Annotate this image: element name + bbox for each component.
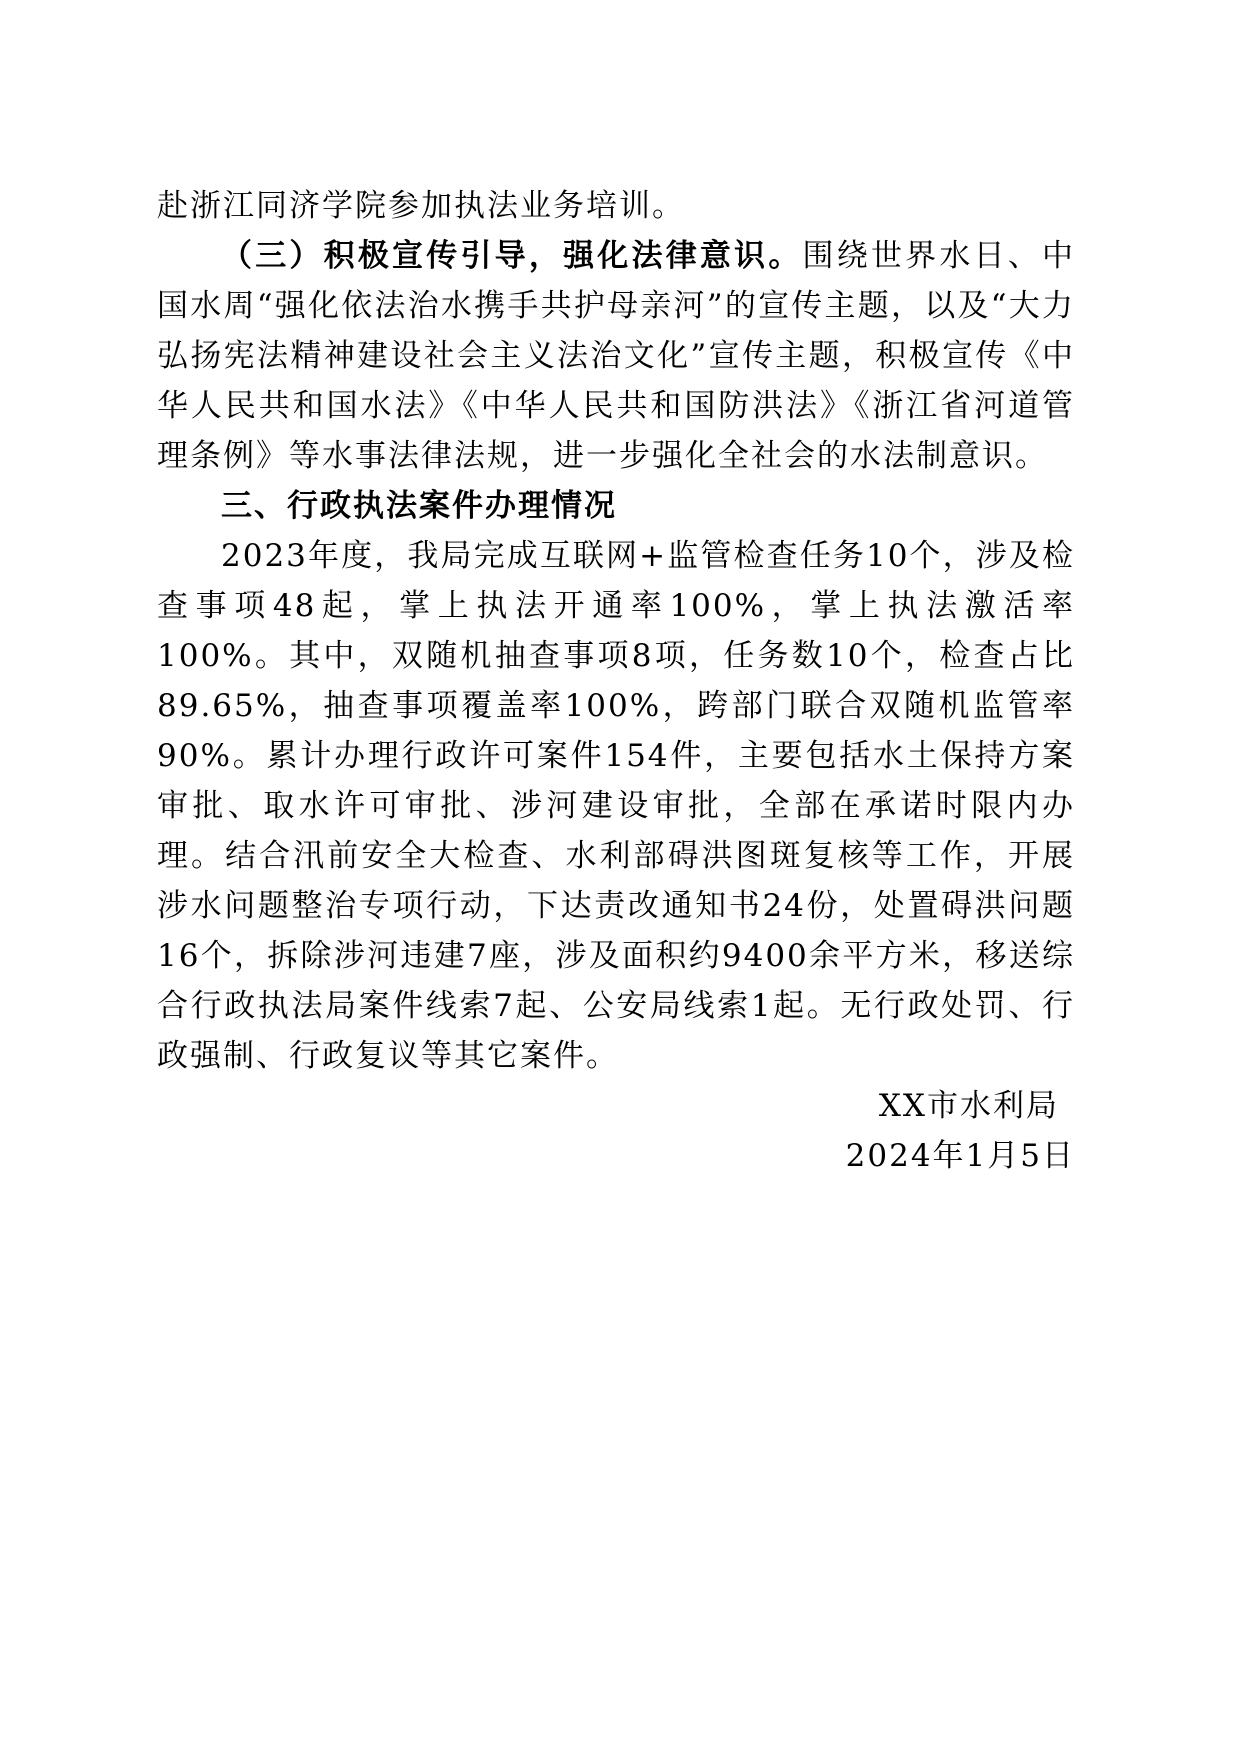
signature-date: 2024年1月5日: [845, 1138, 1075, 1174]
signature-organization: XX市水利局: [878, 1088, 1059, 1124]
section-3-body: 围绕世界水日、中国水周“强化依法治水携手共护母亲河”的宣传主题，以及“大力弘扬宪法精神建设社会主义法治文化”宣传主题，积极宣传《中华人民共和国水法》《中华人民共和国防洪法》《浙江省河道管理条例》等水事法律法规，进一步强化全社会的水法制意识。: [157, 238, 1076, 474]
cases-paragraph: 2023年度，我局完成互联网+监管检查任务10个，涉及检查事项48起，掌上执法开通率100%，掌上执法激活率100%。其中，双随机抽查事项8项，任务数10个，检查占比89.65%，抽查事项覆盖率100%，跨部门联合双随机监管率90%。累计办理行政许可案件154件，主要包括水土保持方案审批、取水许可审批、涉河建设审批，全部在承诺时限内办理。结合汛前安全大检查、水利部碍洪图斑复核等工作，开展涉水问题整治专项行动，下达责改通知书24份，处置碍洪问题16个，拆除涉河违建7座，涉及面积约9400余平方米，移送综合行政执法局案件线索7起、公安局线索1起。无行政处罚、行政强制、行政复议等其它案件。: [157, 538, 1075, 1074]
section-3-paragraph: [157, 231, 1075, 481]
continuation-paragraph: 赴浙江同济学院参加执法业务培训。: [157, 188, 685, 224]
document-body: [157, 181, 1075, 1181]
section-heading-3: 三、行政执法案件办理情况: [221, 488, 617, 524]
section-3-lead: （三）积极宣传引导，强化法律意识。: [221, 238, 803, 274]
